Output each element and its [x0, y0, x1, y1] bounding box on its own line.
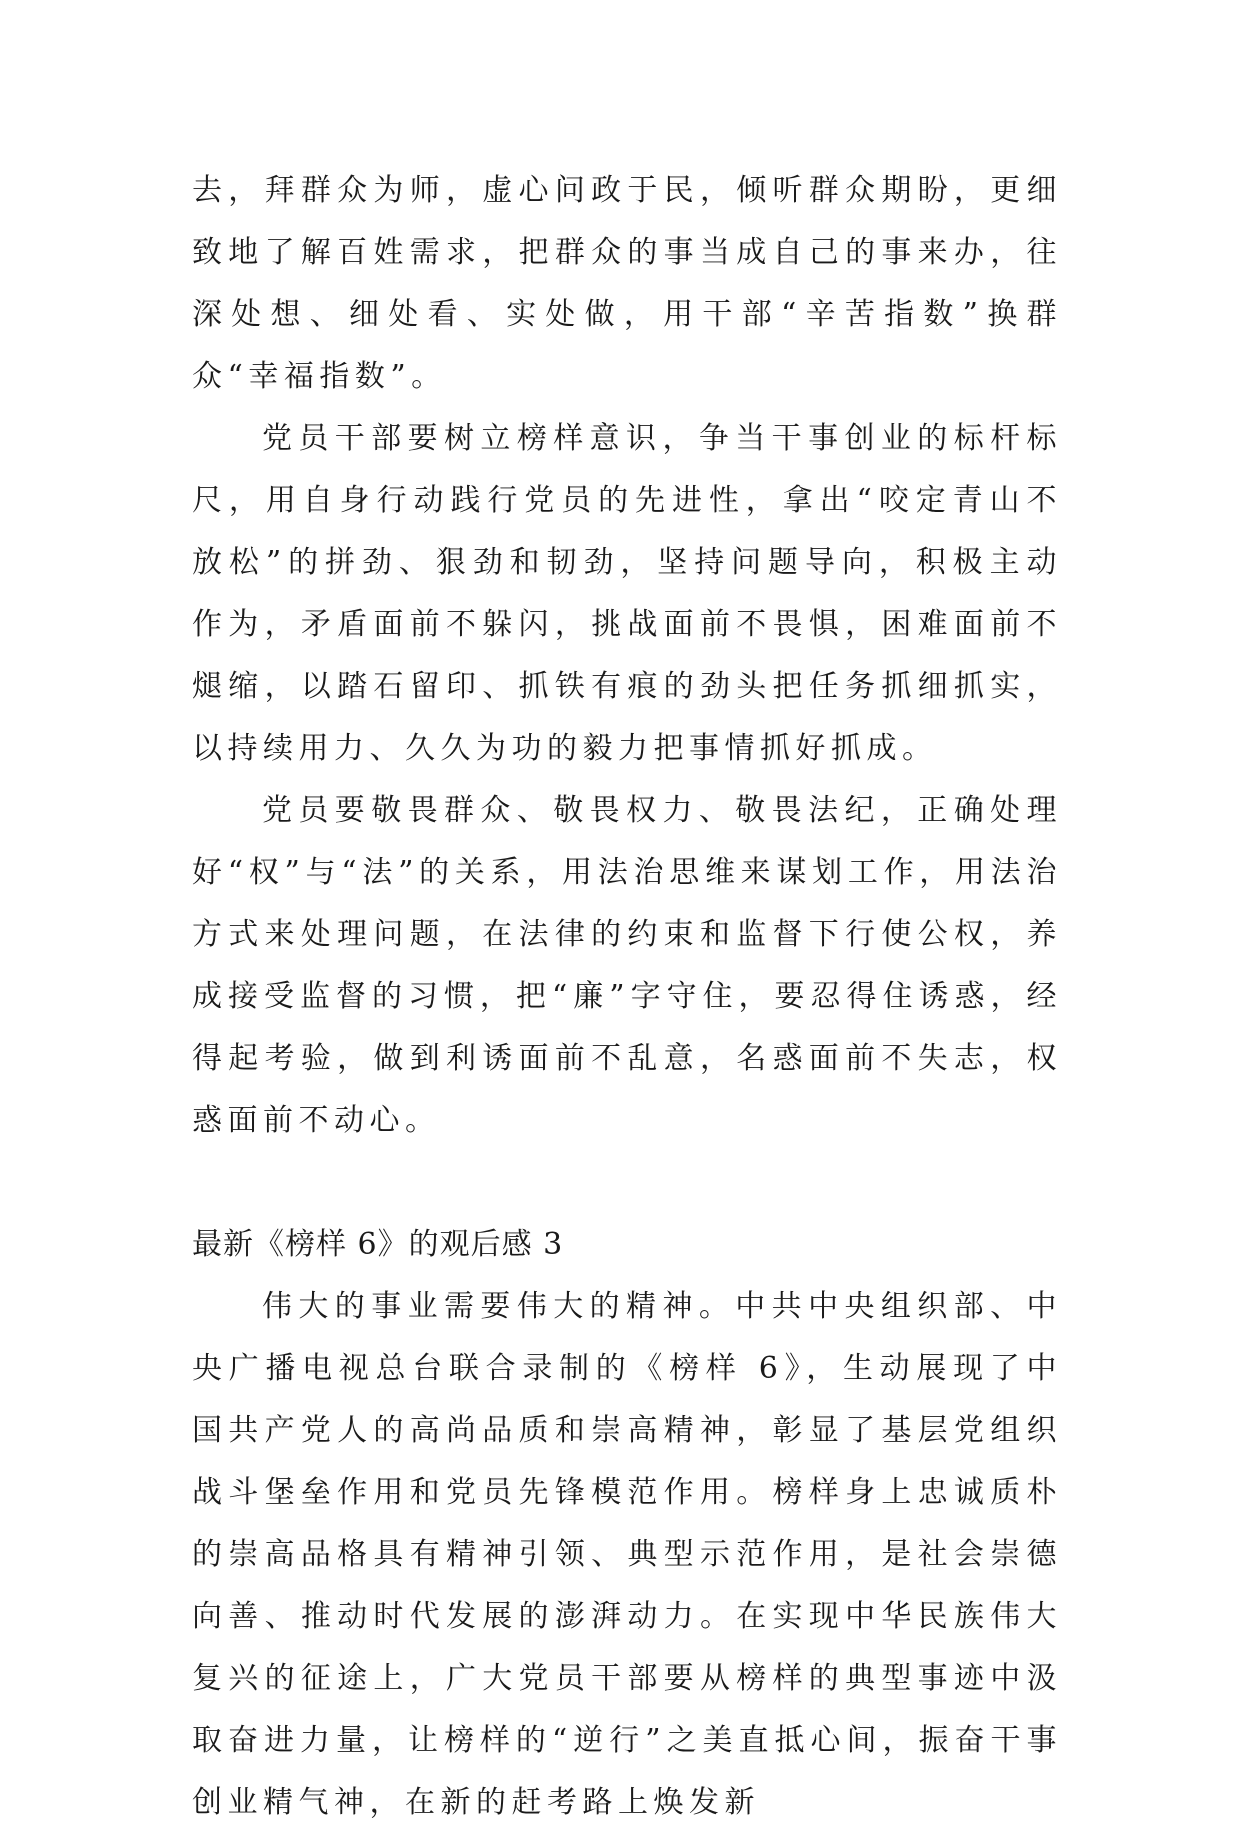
paragraph-role-model-awareness: 党员干部要树立榜样意识，争当干事创业的标杆标尺，用自身行动践行党员的先进性，拿出“咬定青山不放松”的拼劲、狠劲和韧劲，坚持问题导向，积极主动作为，矛盾面前不躲闪，挑战面前不畏惧，困难面前不煺缩，以踏石留印、抓铁有痕的劲头把任务抓细抓实，以持续用力、久久为功的毅力把事情抓好抓成。: [192, 421, 1062, 766]
paragraph-respect-law: 党员要敬畏群众、敬畏权力、敬畏法纪，正确处理好“权”与“法”的关系，用法治思维来谋划工作，用法治方式来处理问题，在法律的约束和监督下行使公权，养成接受监督的习惯，把“廉”字守住，要忍得住诱惑，经得起考验，做到利诱面前不乱意，名惑面前不失志，权惑面前不动心。: [192, 793, 1062, 1138]
section-spacer: [192, 1152, 1062, 1214]
document-body: [192, 160, 1062, 1834]
paragraph-great-cause: 伟大的事业需要伟大的精神。中共中央组织部、中央广播电视总台联合录制的《榜样 6》，生动展现了中国共产党人的高尚品质和崇高精神，彰显了基层党组织战斗堡垒作用和党员先锋模范作用。榜样身上忠诚质朴的崇高品格具有精神引领、典型示范作用，是社会崇德向善、推动时代发展的澎湃动力。在实现中华民族伟大复兴的征途上，广大党员干部要从榜样的典型事迹中汲取奋进力量，让榜样的“逆行”之美直抵心间，振奋干事创业精气神，在新的赶考路上焕发新: [192, 1289, 1062, 1820]
paragraph-continuation: 去，拜群众为师，虚心问政于民，倾听群众期盼，更细致地了解百姓需求，把群众的事当成自己的事来办，往深处想、细处看、实处做，用干部“辛苦指数”换群众“幸福指数”。: [192, 173, 1062, 394]
section-heading: 最新《榜样 6》的观后感 3: [192, 1227, 564, 1262]
